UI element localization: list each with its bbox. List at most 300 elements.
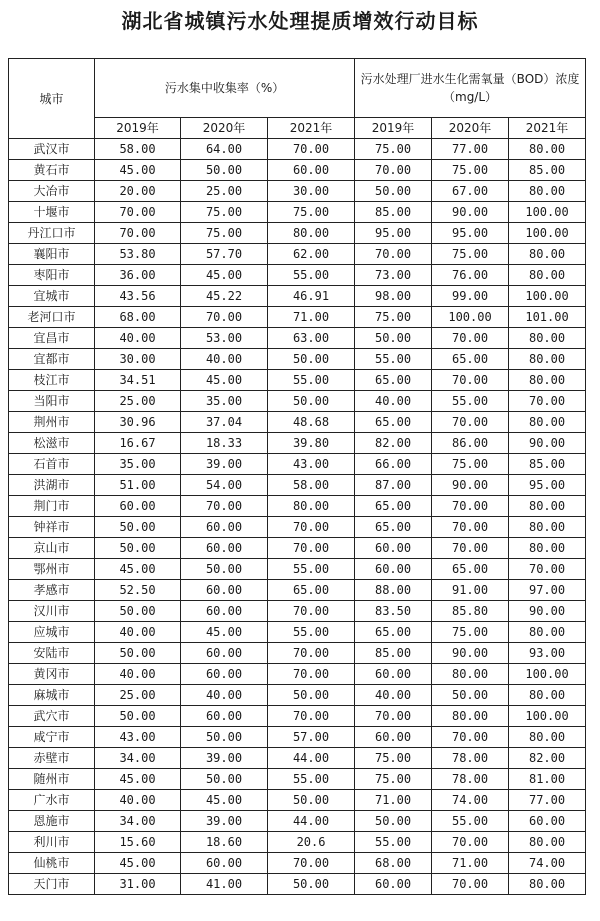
value-cell: 50.00 xyxy=(268,874,355,895)
city-cell: 安陆市 xyxy=(9,643,95,664)
value-cell: 53.80 xyxy=(95,244,181,265)
table-row xyxy=(9,538,586,559)
value-cell: 75.00 xyxy=(355,307,432,328)
value-cell: 75.00 xyxy=(268,202,355,223)
value-cell: 60.00 xyxy=(181,664,268,685)
value-cell: 77.00 xyxy=(509,790,586,811)
table-row xyxy=(9,790,586,811)
value-cell: 100.00 xyxy=(509,664,586,685)
value-cell: 60.00 xyxy=(181,643,268,664)
value-cell: 44.00 xyxy=(268,748,355,769)
value-cell: 36.00 xyxy=(95,265,181,286)
city-cell: 恩施市 xyxy=(9,811,95,832)
city-cell: 荆州市 xyxy=(9,412,95,433)
value-cell: 50.00 xyxy=(355,181,432,202)
table-row xyxy=(9,853,586,874)
table-row xyxy=(9,412,586,433)
table-row xyxy=(9,748,586,769)
value-cell: 95.00 xyxy=(509,475,586,496)
value-cell: 75.00 xyxy=(432,622,509,643)
value-cell: 85.00 xyxy=(509,160,586,181)
value-cell: 40.00 xyxy=(95,790,181,811)
table-row xyxy=(9,286,586,307)
value-cell: 70.00 xyxy=(432,328,509,349)
city-cell: 宜昌市 xyxy=(9,328,95,349)
value-cell: 25.00 xyxy=(95,685,181,706)
value-cell: 80.00 xyxy=(509,349,586,370)
value-cell: 97.00 xyxy=(509,580,586,601)
value-cell: 90.00 xyxy=(432,643,509,664)
value-cell: 60.00 xyxy=(509,811,586,832)
value-cell: 80.00 xyxy=(509,496,586,517)
value-cell: 75.00 xyxy=(355,769,432,790)
value-cell: 68.00 xyxy=(355,853,432,874)
value-cell: 70.00 xyxy=(95,223,181,244)
value-cell: 70.00 xyxy=(355,706,432,727)
table-row xyxy=(9,874,586,895)
value-cell: 65.00 xyxy=(432,349,509,370)
table-row xyxy=(9,769,586,790)
value-cell: 90.00 xyxy=(432,475,509,496)
value-cell: 100.00 xyxy=(432,307,509,328)
value-cell: 50.00 xyxy=(268,685,355,706)
value-cell: 40.00 xyxy=(181,349,268,370)
value-cell: 39.80 xyxy=(268,433,355,454)
table-row xyxy=(9,727,586,748)
value-cell: 25.00 xyxy=(95,391,181,412)
value-cell: 82.00 xyxy=(355,433,432,454)
table-row xyxy=(9,643,586,664)
value-cell: 100.00 xyxy=(509,706,586,727)
value-cell: 55.00 xyxy=(268,370,355,391)
value-cell: 80.00 xyxy=(509,244,586,265)
table-row xyxy=(9,349,586,370)
value-cell: 18.33 xyxy=(181,433,268,454)
year-header: 2021年 xyxy=(509,118,586,139)
year-header: 2019年 xyxy=(355,118,432,139)
value-cell: 60.00 xyxy=(355,559,432,580)
value-cell: 37.04 xyxy=(181,412,268,433)
value-cell: 50.00 xyxy=(268,391,355,412)
table-row xyxy=(9,559,586,580)
value-cell: 65.00 xyxy=(355,622,432,643)
value-cell: 98.00 xyxy=(355,286,432,307)
year-header: 2021年 xyxy=(268,118,355,139)
value-cell: 70.00 xyxy=(268,538,355,559)
value-cell: 101.00 xyxy=(509,307,586,328)
value-cell: 70.00 xyxy=(432,832,509,853)
value-cell: 50.00 xyxy=(432,685,509,706)
value-cell: 53.00 xyxy=(181,328,268,349)
value-cell: 55.00 xyxy=(268,265,355,286)
value-cell: 81.00 xyxy=(509,769,586,790)
value-cell: 70.00 xyxy=(432,496,509,517)
city-cell: 钟祥市 xyxy=(9,517,95,538)
value-cell: 85.80 xyxy=(432,601,509,622)
year-header: 2019年 xyxy=(95,118,181,139)
value-cell: 39.00 xyxy=(181,748,268,769)
value-cell: 60.00 xyxy=(355,664,432,685)
city-cell: 枝江市 xyxy=(9,370,95,391)
city-cell: 咸宁市 xyxy=(9,727,95,748)
value-cell: 50.00 xyxy=(95,601,181,622)
value-cell: 15.60 xyxy=(95,832,181,853)
value-cell: 87.00 xyxy=(355,475,432,496)
city-cell: 老河口市 xyxy=(9,307,95,328)
city-cell: 宜都市 xyxy=(9,349,95,370)
city-cell: 赤壁市 xyxy=(9,748,95,769)
year-header: 2020年 xyxy=(432,118,509,139)
city-cell: 当阳市 xyxy=(9,391,95,412)
city-cell: 黄石市 xyxy=(9,160,95,181)
table-row xyxy=(9,685,586,706)
value-cell: 80.00 xyxy=(509,328,586,349)
value-cell: 71.00 xyxy=(268,307,355,328)
value-cell: 30.00 xyxy=(268,181,355,202)
city-cell: 襄阳市 xyxy=(9,244,95,265)
value-cell: 48.68 xyxy=(268,412,355,433)
value-cell: 60.00 xyxy=(355,727,432,748)
city-cell: 丹江口市 xyxy=(9,223,95,244)
value-cell: 70.00 xyxy=(268,601,355,622)
value-cell: 52.50 xyxy=(95,580,181,601)
value-cell: 65.00 xyxy=(355,370,432,391)
value-cell: 41.00 xyxy=(181,874,268,895)
value-cell: 71.00 xyxy=(432,853,509,874)
value-cell: 70.00 xyxy=(268,664,355,685)
value-cell: 80.00 xyxy=(509,139,586,160)
city-cell: 武汉市 xyxy=(9,139,95,160)
value-cell: 43.56 xyxy=(95,286,181,307)
value-cell: 80.00 xyxy=(268,223,355,244)
value-cell: 43.00 xyxy=(95,727,181,748)
value-cell: 85.00 xyxy=(355,643,432,664)
value-cell: 50.00 xyxy=(355,811,432,832)
value-cell: 45.00 xyxy=(95,559,181,580)
value-cell: 55.00 xyxy=(268,622,355,643)
value-cell: 51.00 xyxy=(95,475,181,496)
value-cell: 80.00 xyxy=(509,622,586,643)
header-row-groups xyxy=(9,59,586,118)
value-cell: 70.00 xyxy=(355,244,432,265)
table-row xyxy=(9,328,586,349)
table-row xyxy=(9,181,586,202)
value-cell: 60.00 xyxy=(181,538,268,559)
table-row xyxy=(9,664,586,685)
value-cell: 78.00 xyxy=(432,769,509,790)
value-cell: 70.00 xyxy=(509,559,586,580)
value-cell: 50.00 xyxy=(181,727,268,748)
value-cell: 60.00 xyxy=(355,874,432,895)
value-cell: 40.00 xyxy=(95,328,181,349)
table-row xyxy=(9,139,586,160)
value-cell: 70.00 xyxy=(95,202,181,223)
value-cell: 63.00 xyxy=(268,328,355,349)
value-cell: 80.00 xyxy=(509,727,586,748)
value-cell: 50.00 xyxy=(181,559,268,580)
value-cell: 60.00 xyxy=(181,853,268,874)
value-cell: 40.00 xyxy=(95,622,181,643)
city-column-header: 城市 xyxy=(9,59,95,139)
value-cell: 80.00 xyxy=(432,664,509,685)
value-cell: 70.00 xyxy=(432,517,509,538)
value-cell: 75.00 xyxy=(181,202,268,223)
value-cell: 80.00 xyxy=(509,538,586,559)
city-cell: 天门市 xyxy=(9,874,95,895)
value-cell: 45.00 xyxy=(181,370,268,391)
city-cell: 松滋市 xyxy=(9,433,95,454)
value-cell: 82.00 xyxy=(509,748,586,769)
table-row xyxy=(9,433,586,454)
value-cell: 60.00 xyxy=(95,496,181,517)
value-cell: 85.00 xyxy=(509,454,586,475)
value-cell: 95.00 xyxy=(432,223,509,244)
table-row xyxy=(9,307,586,328)
value-cell: 70.00 xyxy=(432,412,509,433)
table-row xyxy=(9,811,586,832)
value-cell: 78.00 xyxy=(432,748,509,769)
value-cell: 55.00 xyxy=(268,769,355,790)
value-cell: 45.00 xyxy=(181,790,268,811)
value-cell: 35.00 xyxy=(181,391,268,412)
value-cell: 30.00 xyxy=(95,349,181,370)
value-cell: 70.00 xyxy=(268,139,355,160)
value-cell: 76.00 xyxy=(432,265,509,286)
value-cell: 70.00 xyxy=(181,496,268,517)
value-cell: 91.00 xyxy=(432,580,509,601)
value-cell: 39.00 xyxy=(181,811,268,832)
value-cell: 100.00 xyxy=(509,223,586,244)
value-cell: 50.00 xyxy=(95,538,181,559)
value-cell: 99.00 xyxy=(432,286,509,307)
value-cell: 90.00 xyxy=(509,601,586,622)
table-row xyxy=(9,160,586,181)
value-cell: 50.00 xyxy=(268,349,355,370)
value-cell: 34.00 xyxy=(95,748,181,769)
value-cell: 80.00 xyxy=(509,370,586,391)
value-cell: 45.00 xyxy=(95,769,181,790)
table-row xyxy=(9,475,586,496)
value-cell: 74.00 xyxy=(432,790,509,811)
city-cell: 洪湖市 xyxy=(9,475,95,496)
city-cell: 枣阳市 xyxy=(9,265,95,286)
value-cell: 50.00 xyxy=(268,790,355,811)
table-row xyxy=(9,265,586,286)
value-cell: 31.00 xyxy=(95,874,181,895)
value-cell: 65.00 xyxy=(355,412,432,433)
value-cell: 80.00 xyxy=(509,181,586,202)
value-cell: 90.00 xyxy=(509,433,586,454)
value-cell: 68.00 xyxy=(95,307,181,328)
value-cell: 70.00 xyxy=(355,160,432,181)
table-row xyxy=(9,832,586,853)
value-cell: 55.00 xyxy=(355,832,432,853)
value-cell: 50.00 xyxy=(95,643,181,664)
city-cell: 应城市 xyxy=(9,622,95,643)
value-cell: 34.51 xyxy=(95,370,181,391)
city-cell: 石首市 xyxy=(9,454,95,475)
value-cell: 43.00 xyxy=(268,454,355,475)
table-row xyxy=(9,601,586,622)
table-row xyxy=(9,244,586,265)
value-cell: 66.00 xyxy=(355,454,432,475)
value-cell: 40.00 xyxy=(181,685,268,706)
value-cell: 44.00 xyxy=(268,811,355,832)
value-cell: 20.00 xyxy=(95,181,181,202)
value-cell: 75.00 xyxy=(181,223,268,244)
value-cell: 75.00 xyxy=(355,139,432,160)
value-cell: 60.00 xyxy=(181,601,268,622)
city-cell: 武穴市 xyxy=(9,706,95,727)
city-cell: 宜城市 xyxy=(9,286,95,307)
value-cell: 50.00 xyxy=(181,769,268,790)
value-cell: 50.00 xyxy=(95,706,181,727)
value-cell: 45.22 xyxy=(181,286,268,307)
value-cell: 93.00 xyxy=(509,643,586,664)
value-cell: 65.00 xyxy=(355,517,432,538)
value-cell: 70.00 xyxy=(432,538,509,559)
value-cell: 73.00 xyxy=(355,265,432,286)
header-row-years xyxy=(9,118,586,139)
value-cell: 70.00 xyxy=(432,727,509,748)
value-cell: 55.00 xyxy=(268,559,355,580)
year-header: 2020年 xyxy=(181,118,268,139)
value-cell: 55.00 xyxy=(355,349,432,370)
value-cell: 80.00 xyxy=(509,832,586,853)
value-cell: 70.00 xyxy=(432,370,509,391)
value-cell: 57.00 xyxy=(268,727,355,748)
city-cell: 鄂州市 xyxy=(9,559,95,580)
value-cell: 75.00 xyxy=(432,454,509,475)
value-cell: 80.00 xyxy=(509,412,586,433)
value-cell: 100.00 xyxy=(509,202,586,223)
value-cell: 50.00 xyxy=(181,160,268,181)
city-cell: 十堰市 xyxy=(9,202,95,223)
value-cell: 90.00 xyxy=(432,202,509,223)
value-cell: 40.00 xyxy=(355,685,432,706)
value-cell: 80.00 xyxy=(509,517,586,538)
table-row xyxy=(9,580,586,601)
value-cell: 20.6 xyxy=(268,832,355,853)
table-row xyxy=(9,202,586,223)
city-cell: 随州市 xyxy=(9,769,95,790)
value-cell: 45.00 xyxy=(181,622,268,643)
value-cell: 58.00 xyxy=(268,475,355,496)
value-cell: 80.00 xyxy=(509,265,586,286)
value-cell: 80.00 xyxy=(509,685,586,706)
city-cell: 麻城市 xyxy=(9,685,95,706)
city-cell: 荆门市 xyxy=(9,496,95,517)
collection-rate-header: 污水集中收集率（%） xyxy=(95,59,355,118)
value-cell: 70.00 xyxy=(268,643,355,664)
value-cell: 35.00 xyxy=(95,454,181,475)
value-cell: 55.00 xyxy=(432,811,509,832)
value-cell: 30.96 xyxy=(95,412,181,433)
value-cell: 60.00 xyxy=(268,160,355,181)
value-cell: 70.00 xyxy=(268,517,355,538)
value-cell: 62.00 xyxy=(268,244,355,265)
table-row xyxy=(9,496,586,517)
value-cell: 70.00 xyxy=(268,853,355,874)
value-cell: 40.00 xyxy=(95,664,181,685)
value-cell: 86.00 xyxy=(432,433,509,454)
table-row xyxy=(9,454,586,475)
city-cell: 广水市 xyxy=(9,790,95,811)
value-cell: 18.60 xyxy=(181,832,268,853)
value-cell: 45.00 xyxy=(181,265,268,286)
value-cell: 45.00 xyxy=(95,853,181,874)
city-cell: 大冶市 xyxy=(9,181,95,202)
value-cell: 57.70 xyxy=(181,244,268,265)
value-cell: 75.00 xyxy=(432,160,509,181)
value-cell: 75.00 xyxy=(432,244,509,265)
value-cell: 25.00 xyxy=(181,181,268,202)
value-cell: 70.00 xyxy=(509,391,586,412)
value-cell: 70.00 xyxy=(268,706,355,727)
city-cell: 汉川市 xyxy=(9,601,95,622)
table-row xyxy=(9,370,586,391)
value-cell: 54.00 xyxy=(181,475,268,496)
value-cell: 58.00 xyxy=(95,139,181,160)
value-cell: 70.00 xyxy=(181,307,268,328)
city-cell: 黄冈市 xyxy=(9,664,95,685)
city-cell: 仙桃市 xyxy=(9,853,95,874)
value-cell: 80.00 xyxy=(432,706,509,727)
value-cell: 46.91 xyxy=(268,286,355,307)
value-cell: 50.00 xyxy=(355,328,432,349)
value-cell: 83.50 xyxy=(355,601,432,622)
value-cell: 60.00 xyxy=(181,517,268,538)
table-row xyxy=(9,391,586,412)
value-cell: 65.00 xyxy=(355,496,432,517)
page-title: 湖北省城镇污水处理提质增效行动目标 xyxy=(121,9,479,33)
value-cell: 74.00 xyxy=(509,853,586,874)
value-cell: 75.00 xyxy=(355,748,432,769)
value-cell: 80.00 xyxy=(268,496,355,517)
value-cell: 70.00 xyxy=(432,874,509,895)
value-cell: 65.00 xyxy=(432,559,509,580)
table-row xyxy=(9,622,586,643)
value-cell: 95.00 xyxy=(355,223,432,244)
value-cell: 55.00 xyxy=(432,391,509,412)
value-cell: 60.00 xyxy=(181,580,268,601)
value-cell: 80.00 xyxy=(509,874,586,895)
table-row xyxy=(9,223,586,244)
value-cell: 77.00 xyxy=(432,139,509,160)
value-cell: 60.00 xyxy=(355,538,432,559)
city-cell: 利川市 xyxy=(9,832,95,853)
value-cell: 16.67 xyxy=(95,433,181,454)
value-cell: 65.00 xyxy=(268,580,355,601)
value-cell: 85.00 xyxy=(355,202,432,223)
value-cell: 64.00 xyxy=(181,139,268,160)
value-cell: 88.00 xyxy=(355,580,432,601)
value-cell: 100.00 xyxy=(509,286,586,307)
table-row xyxy=(9,706,586,727)
bod-concentration-header: 污水处理厂进水生化需氧量（BOD）浓度（mg/L） xyxy=(355,59,586,118)
targets-table xyxy=(8,58,586,895)
value-cell: 60.00 xyxy=(181,706,268,727)
value-cell: 45.00 xyxy=(95,160,181,181)
value-cell: 39.00 xyxy=(181,454,268,475)
value-cell: 71.00 xyxy=(355,790,432,811)
value-cell: 34.00 xyxy=(95,811,181,832)
city-cell: 孝感市 xyxy=(9,580,95,601)
value-cell: 40.00 xyxy=(355,391,432,412)
value-cell: 67.00 xyxy=(432,181,509,202)
table-row xyxy=(9,517,586,538)
city-cell: 京山市 xyxy=(9,538,95,559)
